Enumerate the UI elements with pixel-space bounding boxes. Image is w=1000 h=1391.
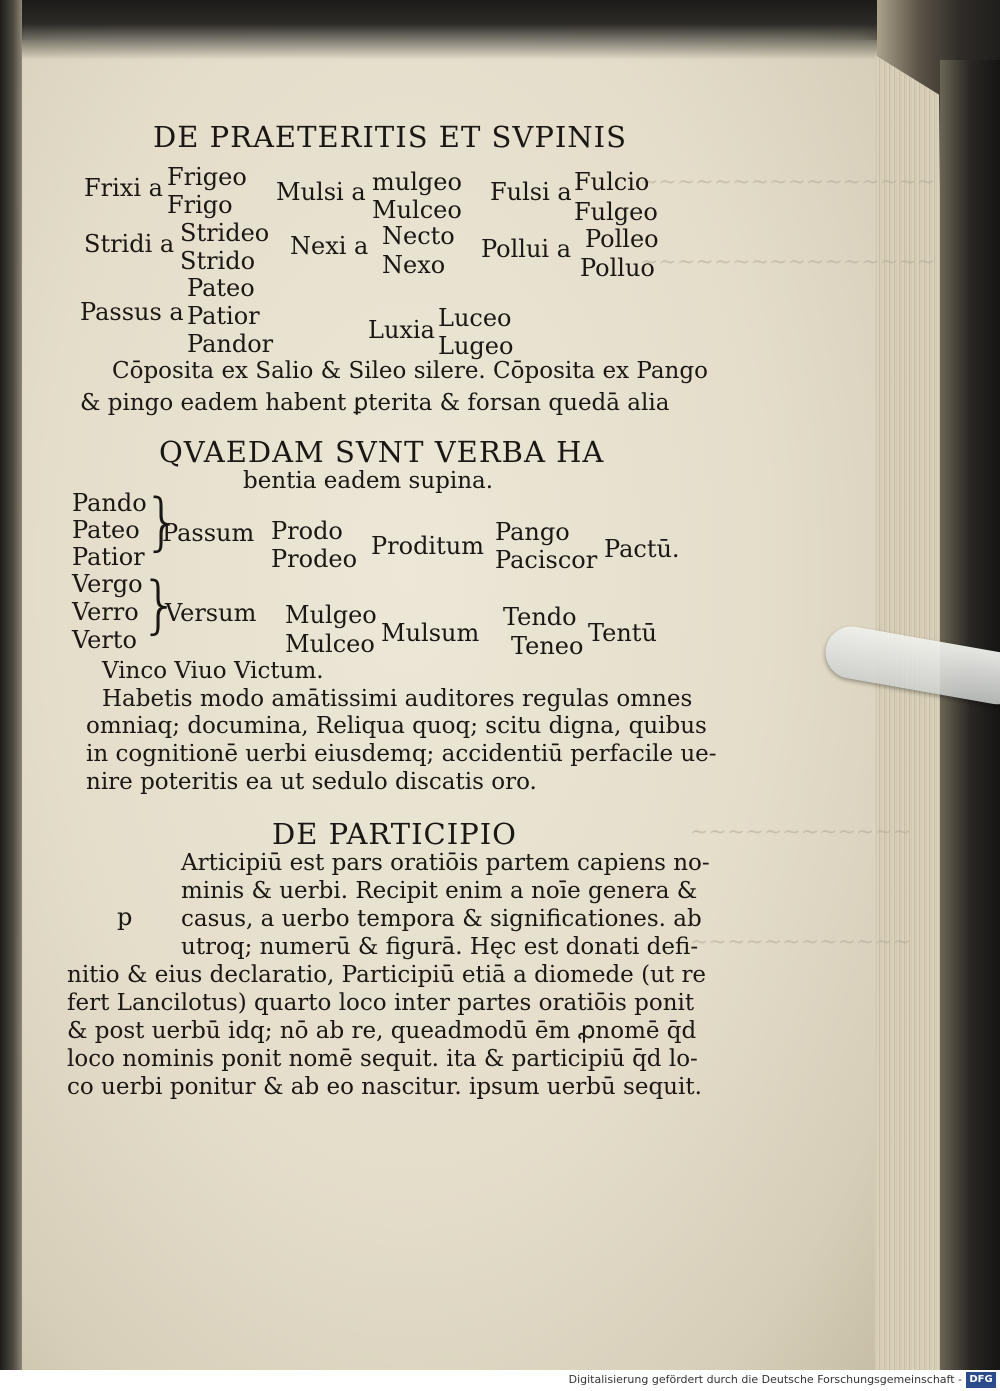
verb-form: Pando [72, 489, 147, 517]
footer-credit: Digitalisierung gefördert durch die Deutsche Forschungsgemeinschaft - [568, 1373, 962, 1386]
top-shadow [22, 0, 877, 60]
text-line: Vinco Viuo Victum. [102, 658, 324, 684]
verb-form: Prodo [271, 517, 343, 545]
verb-prefix: Passus a [80, 298, 184, 326]
verb-prefix: Mulsi a [276, 178, 366, 206]
bleed-through-text: ~~~~~~~~~~~~ [690, 930, 912, 955]
verb-form: Pango [495, 518, 570, 546]
supine-form: Passum [162, 519, 255, 547]
verb-form: Polluo [580, 254, 655, 282]
verb-form: Mulgeo [285, 601, 377, 629]
verb-form: Lugeo [438, 332, 514, 360]
text-line: Habetis modo amātissimi auditores regulas omnes [102, 686, 693, 712]
verb-form: Frigo [167, 191, 233, 219]
text-line: Articipiū est pars oratiōis partem capiens no- [181, 850, 710, 876]
verb-form: Mulceo [285, 630, 375, 658]
verb-form: Verto [72, 626, 137, 654]
text-line: fert Lancilotus) quarto loco inter partes oratiōis ponit [67, 990, 695, 1016]
verb-form: Teneo [511, 632, 584, 660]
text-line: utroq; numerū & figurā. Hęc est donati defi- [181, 934, 699, 960]
text-line: nire poteritis ea ut sedulo discatis oro. [86, 769, 537, 795]
brace-symbol: } [143, 485, 183, 558]
text-line: omniaq; documina, Reliqua quoq; scitu digna, quibus [86, 713, 707, 739]
verb-form: Luceo [438, 304, 512, 332]
verb-form: Polleo [585, 225, 659, 253]
verb-form: Verro [72, 598, 139, 626]
verb-form: Strideo [180, 219, 270, 247]
verb-prefix: Luxia [368, 316, 435, 344]
bleed-through-text: ~~~~~~~~~~~~~~~~ [640, 250, 935, 275]
section-heading-praeteritis: DE PRAETERITIS ET SVPINIS [153, 120, 627, 154]
supine-form: Tentū [588, 619, 657, 647]
book-cover-edge [940, 60, 1000, 1370]
section-heading-participio: DE PARTICIPIO [272, 817, 517, 851]
initial-letter-guide: p [117, 903, 133, 931]
text-line: loco nominis ponit nomē sequit. ita & participiū q̄d lo- [67, 1046, 698, 1072]
verb-form: Strido [180, 247, 256, 275]
text-line: nitio & eius declaratio, Participiū etiā a diomede (ut re [67, 962, 707, 988]
text-line: co uerbi ponitur & ab eo nascitur. ipsum uerbū sequit. [67, 1074, 702, 1100]
verb-form: Fulcio [574, 168, 650, 196]
verb-form: Paciscor [495, 546, 598, 574]
verb-form: Pateo [187, 274, 255, 302]
verb-prefix: Fulsi a [490, 178, 572, 206]
verb-form: Necto [382, 222, 455, 250]
verb-prefix: Frixi a [84, 174, 163, 202]
bleed-through-text: ~~~~~~~~~~~~ [690, 820, 912, 845]
supine-form: Proditum [371, 532, 484, 560]
text-line: minis & uerbi. Recipit enim a noīe genera & [181, 878, 698, 904]
brace-symbol: } [140, 568, 180, 641]
section-heading-supina: QVAEDAM SVNT VERBA HA [159, 435, 605, 469]
text-line: casus, a uerbo tempora & significationes. ab [181, 906, 702, 932]
text-line: Cōposita ex Salio & Sileo silere. Cōposita ex Pango [112, 358, 708, 384]
verb-form: mulgeo [372, 168, 462, 196]
verb-form: Vergo [72, 570, 143, 598]
verb-form: Pateo [72, 516, 140, 544]
dfg-logo: DFG [966, 1372, 996, 1388]
supine-form: Pactū. [604, 535, 680, 563]
verb-form: Patior [187, 302, 260, 330]
text-line: & post uerbū idq; nō ab re, queadmodū ēm ꝓnomē q̄d [67, 1018, 697, 1044]
supine-form: Versum [165, 599, 257, 627]
verb-form: Mulceo [372, 196, 462, 224]
verb-form: Prodeo [271, 545, 358, 573]
text-line: in cognitionē uerbi eiusdemq; accidentiū perfacile ue- [86, 741, 717, 767]
verb-form: Nexo [382, 251, 446, 279]
verb-prefix: Nexi a [290, 232, 369, 260]
verb-form: Patior [72, 543, 145, 571]
verb-form: Tendo [503, 603, 577, 631]
verb-form: Fulgeo [574, 198, 658, 226]
verb-prefix: Pollui a [481, 235, 572, 263]
bleed-through-text: ~~~~~~~~~~~~~~~~ [640, 170, 935, 195]
supine-form: Mulsum [381, 619, 480, 647]
footer-bar [0, 1370, 1000, 1391]
verb-form: Frigeo [167, 163, 247, 191]
verb-form: Pandor [187, 330, 274, 358]
verb-prefix: Stridi a [84, 230, 175, 258]
left-page-edge [0, 0, 22, 1370]
heading-continuation: bentia eadem supina. [243, 468, 494, 494]
text-line: & pingo eadem habent ꝑterita & forsan quedā alia [80, 390, 670, 416]
